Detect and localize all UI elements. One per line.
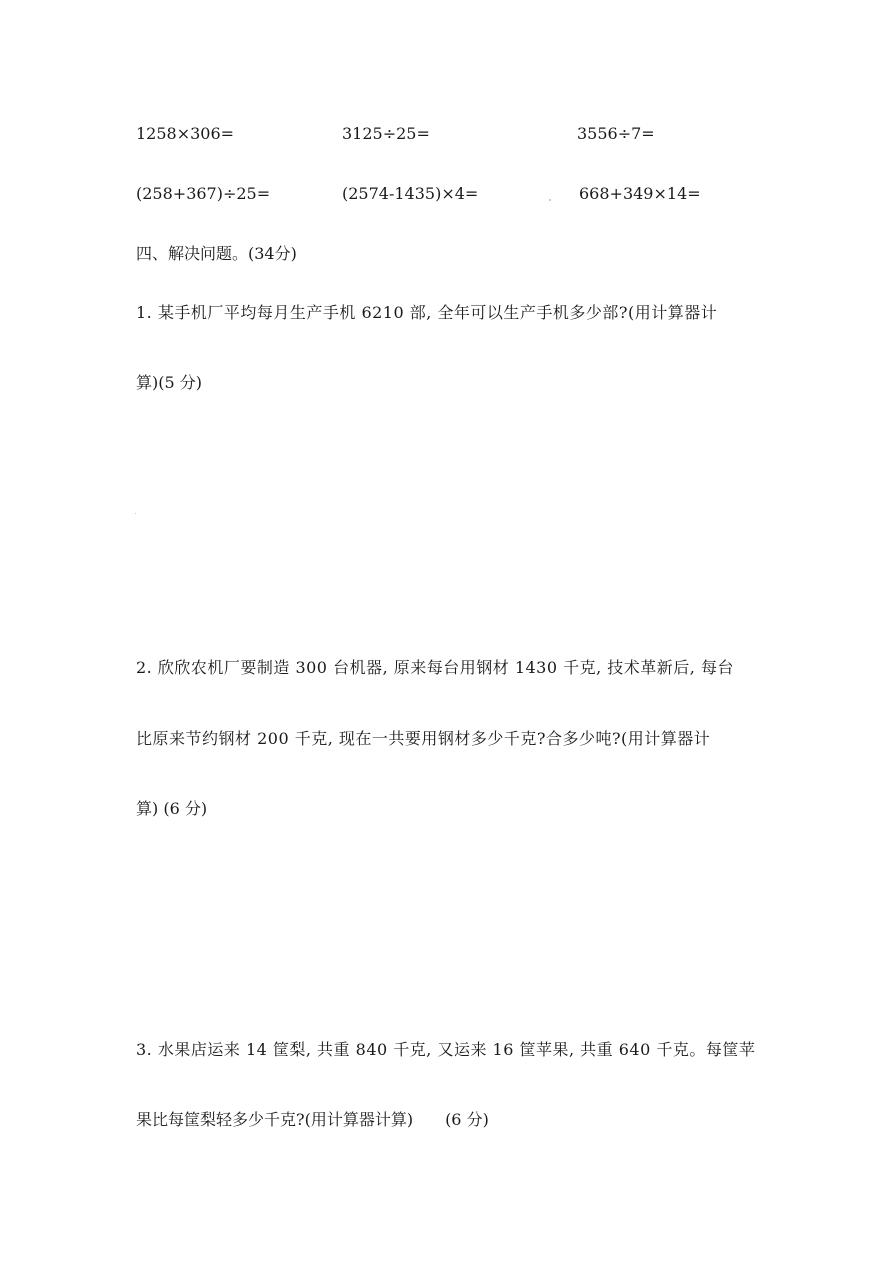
problem-3-line-1: 3. 水果店运来 14 筐梨, 共重 840 千克, 又运来 16 筐苹果, 共重 640 千克。每筐苹 [136, 1040, 756, 1059]
expr-1258x306: 1258×306= [136, 124, 235, 143]
problem-2-line-3: 算) (6 分) [136, 799, 208, 818]
expr-3556div7: 3556÷7= [577, 124, 655, 143]
expr-258plus367-div25: (258+367)÷25= [136, 184, 271, 203]
problem-1-line-2: 算)(5 分) [136, 373, 202, 392]
expr-3125div25: 3125÷25= [342, 124, 430, 143]
scan-speck [135, 513, 136, 514]
problem-1-line-1: 1. 某手机厂平均每月生产手机 6210 部, 全年可以生产手机多少部?(用计算器计 [136, 303, 718, 322]
expr-2574minus1435-x4: (2574-1435)×4= [342, 184, 479, 203]
problem-2-line-1: 2. 欣欣农机厂要制造 300 台机器, 原来每台用钢材 1430 千克, 技术革新后, 每台 [136, 658, 734, 677]
section-heading: 四、解决问题。(34分) [136, 244, 297, 263]
scan-speck [549, 199, 551, 201]
problem-3-line-2: 果比每筐梨轻多少千克?(用计算器计算) (6 分) [136, 1110, 489, 1129]
expr-668plus349x14: 668+349×14= [579, 184, 701, 203]
problem-2-line-2: 比原来节约钢材 200 千克, 现在一共要用钢材多少千克?合多少吨?(用计算器计 [136, 729, 711, 748]
